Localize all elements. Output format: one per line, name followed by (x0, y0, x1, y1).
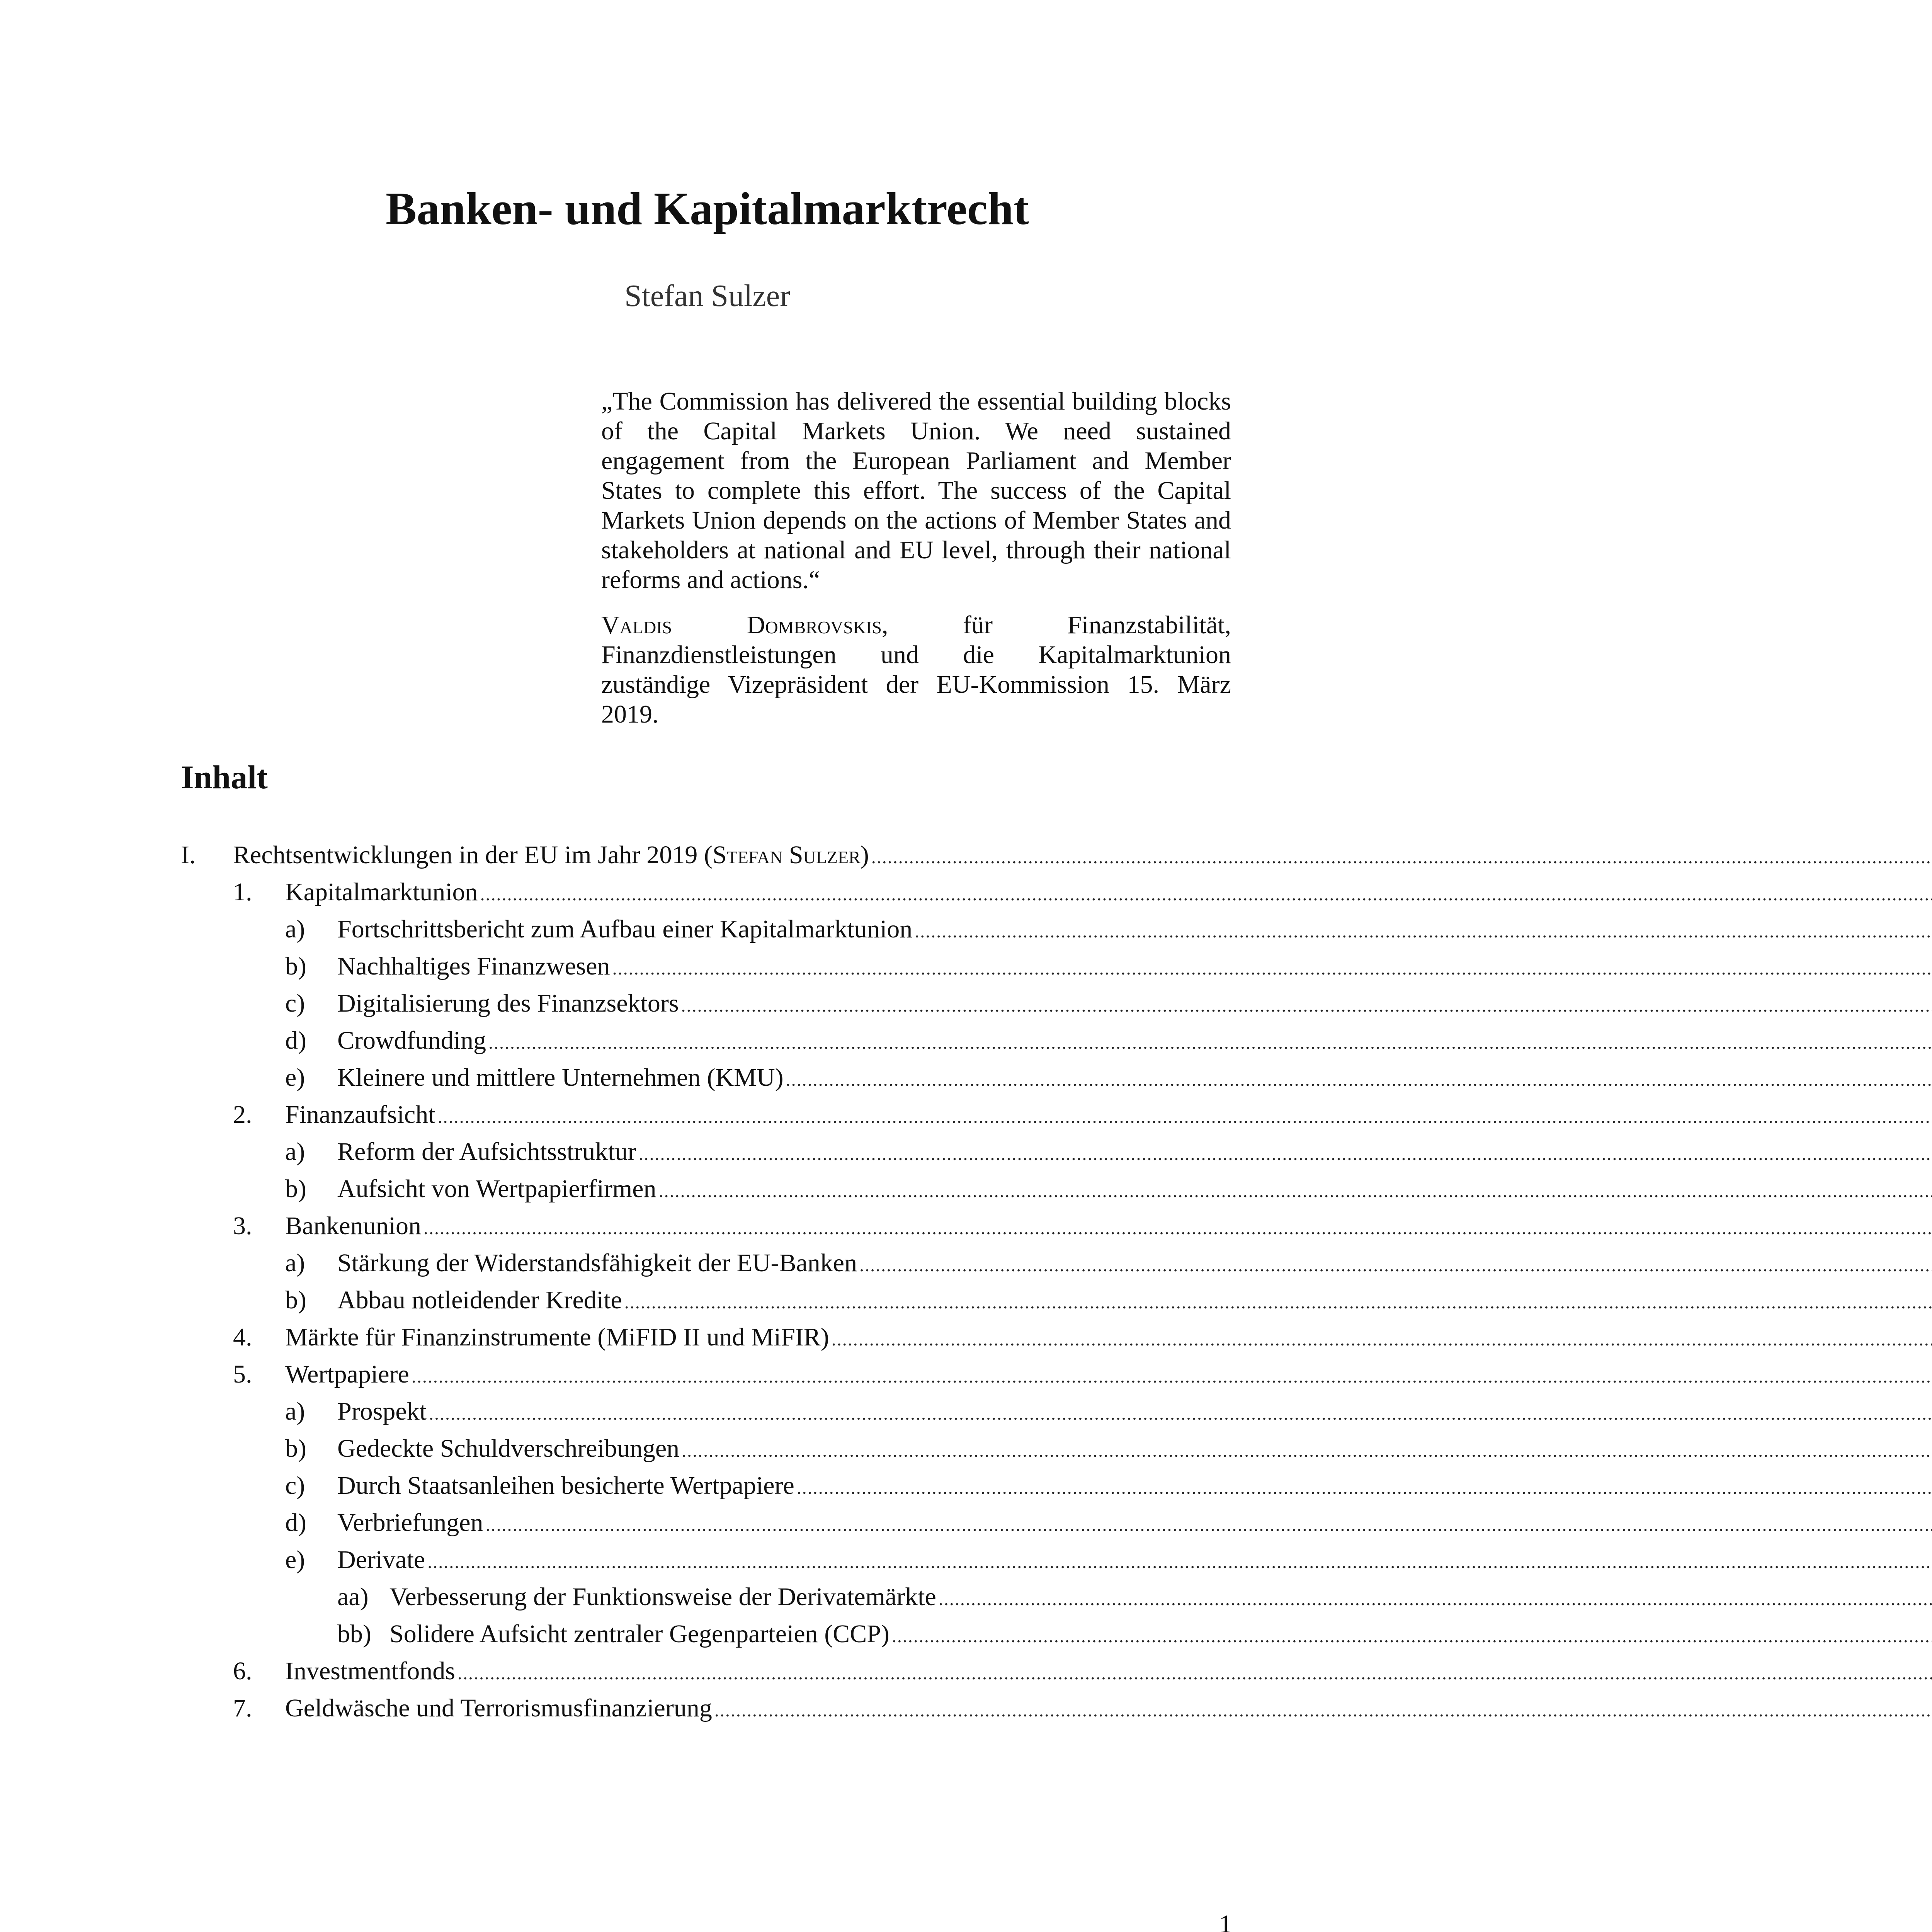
toc-entry-title: Digitalisierung des Finanzsektors (337, 989, 679, 1017)
toc-leader-dots (786, 1061, 1932, 1099)
toc-entry-title: Crowdfunding (337, 1026, 486, 1054)
toc-entry[interactable] (181, 1393, 1232, 1430)
toc-entry[interactable] (181, 1541, 1232, 1578)
toc-entry-number: b) (285, 1286, 306, 1314)
toc-entry-number: a) (285, 915, 305, 943)
toc-entry[interactable] (181, 1022, 1232, 1059)
toc-entry-number: aa) (337, 1583, 369, 1611)
toc-leader-dots (892, 1618, 1932, 1655)
toc-entry-title: Märkte für Finanzinstrumente (MiFID II und MiFIR) (285, 1323, 829, 1351)
toc-entry[interactable] (181, 1096, 1232, 1133)
toc-leader-dots (457, 1655, 1932, 1692)
toc-entry-title: Wertpapiere (285, 1360, 409, 1388)
toc-entry-title: Reform der Aufsichtsstruktur (337, 1138, 636, 1166)
toc-leader-dots (682, 1432, 1932, 1469)
toc-entry[interactable] (181, 985, 1232, 1022)
toc-entry-title: Bankenunion (285, 1212, 421, 1240)
toc-entry[interactable] (181, 1356, 1232, 1393)
toc-entry-title: Geldwäsche und Terrorismusfinanzierung (285, 1694, 712, 1722)
toc-entry-number: bb) (337, 1620, 371, 1648)
toc-entry-number: a) (285, 1138, 305, 1166)
toc-entry-title: Kapitalmarktunion (285, 878, 478, 906)
toc-entry-number: 5. (233, 1360, 252, 1388)
toc-entry-number: I. (181, 841, 196, 869)
toc-entry-number: b) (285, 1175, 306, 1203)
toc-entry-author: Stefan Sulzer (712, 841, 861, 869)
toc-entry-title: Prospekt (337, 1397, 427, 1425)
toc-leader-dots (612, 950, 1932, 987)
document-title: Banken- und Kapitalmarktrecht (386, 183, 1029, 234)
toc-entry-title: Fortschrittsbericht zum Aufbau einer Kapitalmarktunion (337, 915, 913, 943)
toc-leader-dots (859, 1247, 1932, 1284)
toc-entry-title-text: Rechtsentwicklungen in der EU im Jahr 2019 ( (233, 841, 713, 869)
toc-entry-number: a) (285, 1397, 305, 1425)
epigraph-quote: „The Commission has delivered the essential building blocks of the Capital Markets Union. We need sustained engagement from the European Parliament and Member States to complete this effort. The success of the Capital Markets Union depends on the actions of Member States and stakeholders at national and EU level, through their national reforms and actions.“ (601, 387, 1231, 594)
toc-entry[interactable] (181, 1319, 1232, 1356)
toc-entry[interactable] (181, 1208, 1232, 1245)
toc-entry-title: Aufsicht von Wertpapierfirmen (337, 1175, 656, 1203)
toc-leader-dots (714, 1692, 1932, 1729)
toc-leader-dots (427, 1544, 1932, 1581)
toc-entry-title: Stärkung der Widerstandsfähigkeit der EU-Banken (337, 1249, 857, 1277)
toc-entry-title: Nachhaltiges Finanzwesen (337, 952, 610, 980)
toc-entry[interactable] (181, 1653, 1232, 1690)
attribution-name: Valdis Dombrovskis (601, 611, 882, 639)
toc-entry-number: d) (285, 1509, 306, 1537)
toc-entry-number: b) (285, 1434, 306, 1463)
toc-entry[interactable] (181, 1059, 1232, 1096)
toc-leader-dots (488, 1024, 1932, 1061)
toc-entry-title: Investmentfonds (285, 1657, 455, 1685)
toc-entry-number: 1. (233, 878, 252, 906)
toc-entry-title (233, 837, 869, 874)
author-name: Stefan Sulzer (624, 279, 790, 313)
epigraph-attribution (601, 610, 1231, 729)
toc-entry[interactable] (181, 1504, 1232, 1541)
toc-leader-dots (639, 1136, 1932, 1173)
toc-leader-dots (486, 1507, 1932, 1544)
toc-entry-number: 2. (233, 1100, 252, 1129)
page-number: 1 (1219, 1910, 1232, 1932)
toc-entry-title: Finanzaufsicht (285, 1100, 435, 1129)
toc-entry-number: d) (285, 1026, 306, 1054)
toc-leader-dots (480, 876, 1932, 913)
toc-leader-dots (832, 1321, 1932, 1358)
toc-entry-title: Verbriefungen (337, 1509, 483, 1537)
toc-entry-number: 6. (233, 1657, 252, 1685)
toc-entry-number: c) (285, 1471, 305, 1500)
toc-entry-number: 7. (233, 1694, 252, 1722)
toc-leader-dots (624, 1284, 1932, 1321)
toc-leader-dots (659, 1173, 1932, 1210)
toc-entry-number: 3. (233, 1212, 252, 1240)
toc-entry[interactable] (181, 1430, 1232, 1467)
toc-leader-dots (915, 913, 1932, 950)
toc-entry[interactable] (181, 911, 1232, 948)
toc-entry[interactable] (181, 1245, 1232, 1282)
toc-entry-title: Solidere Aufsicht zentraler Gegenparteien (CCP) (389, 1620, 889, 1648)
toc-entry-title: Verbesserung der Funktionsweise der Derivatemärkte (389, 1583, 936, 1611)
toc-leader-dots (797, 1469, 1932, 1507)
toc-entry[interactable] (181, 948, 1232, 985)
toc-leader-dots (412, 1358, 1932, 1395)
toc-leader-dots (871, 839, 1932, 876)
toc-entry[interactable] (181, 874, 1232, 911)
toc-entry-number: c) (285, 989, 305, 1017)
toc-leader-dots (681, 987, 1932, 1024)
toc-entry[interactable] (181, 1282, 1232, 1319)
toc-entry-number: 4. (233, 1323, 252, 1351)
toc-entry-title: Abbau notleidender Kredite (337, 1286, 622, 1314)
toc-leader-dots (429, 1395, 1932, 1432)
toc-leader-dots (423, 1210, 1932, 1247)
table-of-contents (181, 837, 1232, 1727)
toc-entry[interactable] (181, 837, 1232, 874)
toc-entry[interactable] (181, 1133, 1232, 1170)
toc-entry-number: b) (285, 952, 306, 980)
toc-entry[interactable] (181, 1578, 1232, 1616)
toc-entry-number: e) (285, 1546, 305, 1574)
toc-heading: Inhalt (181, 759, 268, 796)
toc-entry[interactable] (181, 1690, 1232, 1727)
toc-entry-number: a) (285, 1249, 305, 1277)
toc-entry-title: Kleinere und mittlere Unternehmen (KMU) (337, 1063, 784, 1092)
toc-entry[interactable] (181, 1170, 1232, 1208)
toc-entry-number: e) (285, 1063, 305, 1092)
toc-entry-title: Derivate (337, 1546, 425, 1574)
toc-entry-title-suffix: ) (860, 841, 869, 869)
toc-entry-title: Durch Staatsanleihen besicherte Wertpapiere (337, 1471, 794, 1500)
epigraph (601, 386, 1231, 729)
toc-entry[interactable] (181, 1616, 1232, 1653)
toc-entry[interactable] (181, 1467, 1232, 1504)
toc-leader-dots (939, 1581, 1932, 1618)
toc-entry-title: Gedeckte Schuldverschreibungen (337, 1434, 680, 1463)
toc-leader-dots (438, 1099, 1932, 1136)
attribution-text: , für Finanzstabilität, Finanzdienstleistungen und die Kapitalmarktunion zuständige Vizepräsident der EU-Kommission 15. März 2019. (601, 611, 1231, 728)
